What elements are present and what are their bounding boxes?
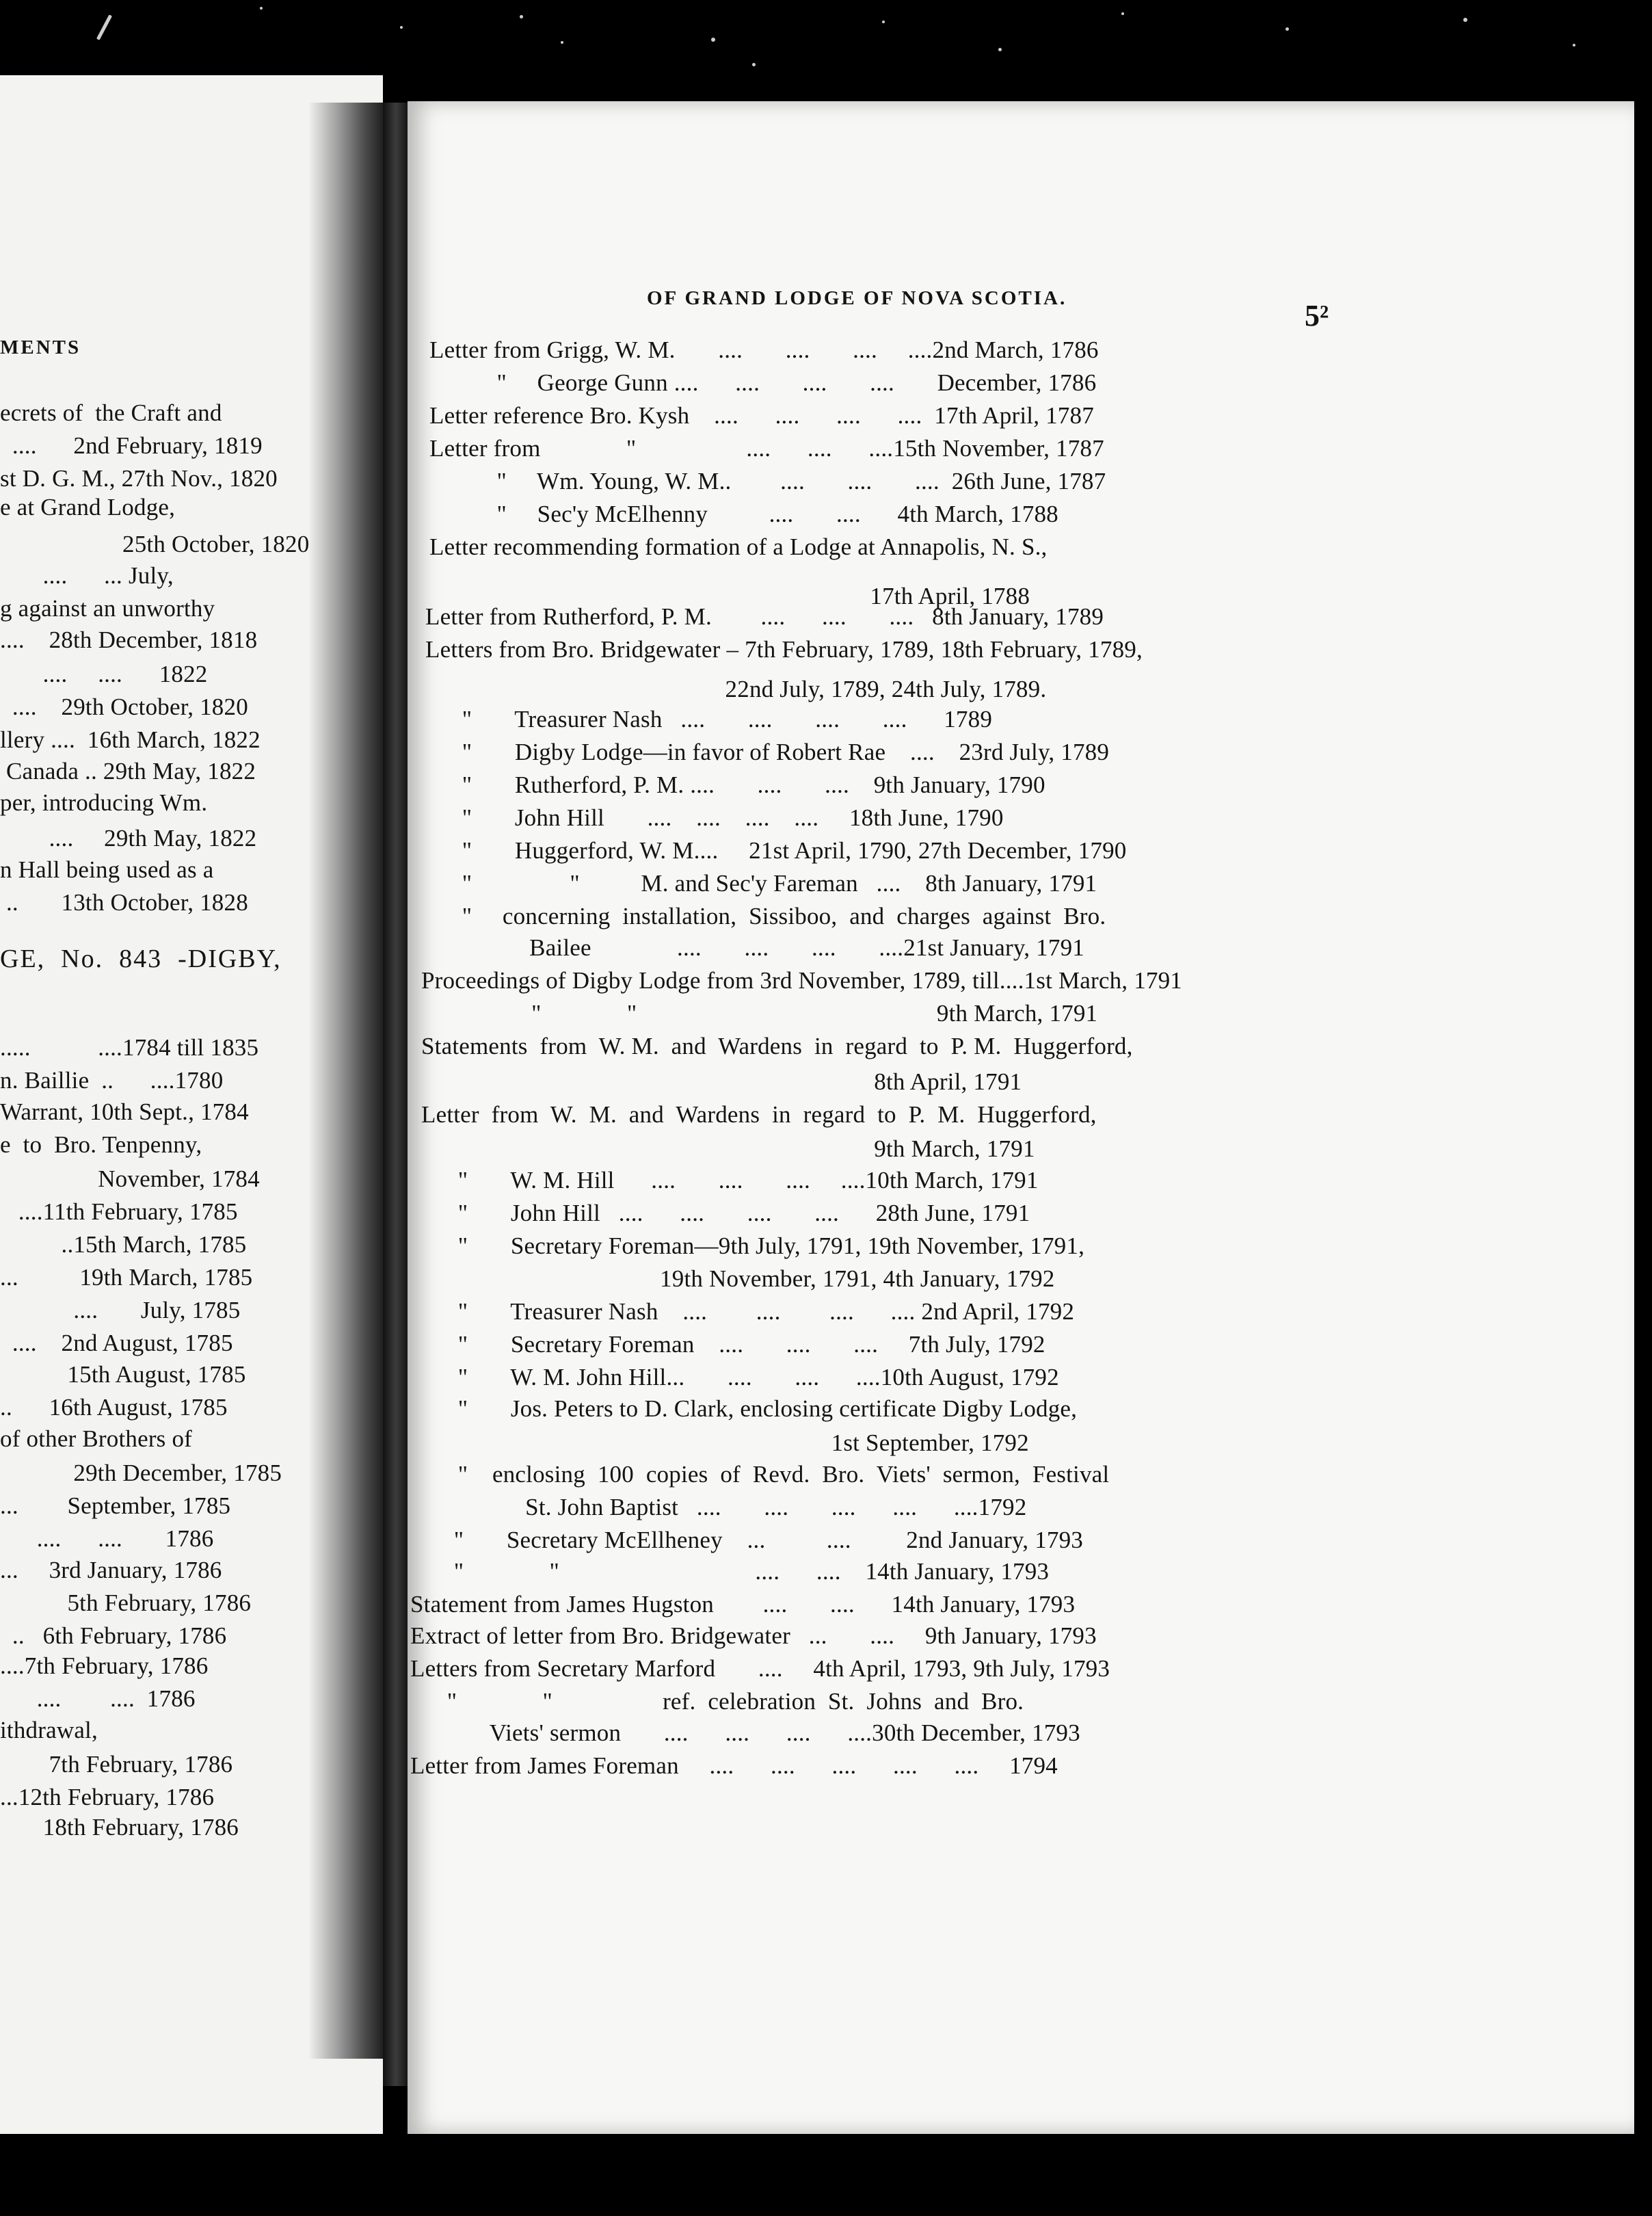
left-line: Canada .. 29th May, 1822 — [0, 758, 256, 784]
entry-line: Bailee .... .... .... ....21st January, 1791 — [425, 934, 1084, 961]
dust-speck — [400, 26, 403, 29]
entry-line: 17th April, 1788 — [429, 583, 1030, 609]
entry-line: " Jos. Peters to D. Clark, enclosing certificate Digby Lodge, — [421, 1395, 1078, 1422]
entry-line: Viets' sermon .... .... .... ....30th December, 1793 — [410, 1719, 1080, 1746]
entry-line: " Secretary McEllheney ... .... 2nd January, 1793 — [417, 1527, 1084, 1553]
left-line: .... 29th May, 1822 — [0, 825, 257, 852]
left-line: per, introducing Wm. — [0, 789, 208, 816]
entry-line: 19th November, 1791, 4th January, 1792 — [421, 1265, 1055, 1292]
dust-speck — [1285, 27, 1289, 31]
entry-line: Letter reference Bro. Kysh .... .... .... .... 17th April, 1787 — [429, 402, 1094, 429]
entry-line: " George Gunn .... .... .... .... December, 1786 — [429, 369, 1097, 396]
left-line: llery .... 16th March, 1822 — [0, 726, 261, 753]
entry-line: " Huggerford, W. M.... 21st April, 1790, 27th December, 1790 — [425, 837, 1127, 864]
dust-speck — [260, 7, 263, 10]
left-line: .... .... 1822 — [0, 661, 208, 687]
left-line: ..... ....1784 till 1835 — [0, 1034, 259, 1061]
left-line: November, 1784 — [0, 1165, 260, 1192]
left-line: .... .... 1786 — [0, 1525, 214, 1552]
running-head: OF GRAND LODGE OF NOVA SCOTIA. — [647, 287, 1067, 309]
entry-line: Proceedings of Digby Lodge from 3rd November, 1789, till....1st March, 1791 — [421, 967, 1182, 994]
left-line: .... July, 1785 — [0, 1297, 241, 1323]
entry-line: " W. M. Hill .... .... .... ....10th March, 1791 — [421, 1167, 1039, 1193]
left-gutter-shadow — [309, 103, 384, 2059]
entry-line: St. John Baptist .... .... .... .... ....1792 — [421, 1494, 1027, 1520]
left-line: .... 2nd August, 1785 — [0, 1330, 233, 1356]
left-line: ....7th February, 1786 — [0, 1652, 209, 1679]
left-line: .... 2nd February, 1819 — [0, 432, 263, 459]
entry-line: Letter from Rutherford, P. M. .... .... .... 8th January, 1789 — [425, 603, 1104, 630]
entry-line: 22nd July, 1789, 24th July, 1789. — [425, 676, 1047, 702]
entry-line: " Treasurer Nash .... .... .... .... 1789 — [425, 706, 993, 733]
left-line: 29th December, 1785 — [0, 1460, 282, 1486]
entry-line: " Treasurer Nash .... .... .... .... 2nd April, 1792 — [421, 1298, 1075, 1325]
left-line: 15th August, 1785 — [0, 1361, 246, 1388]
entry-line: 9th March, 1791 — [421, 1135, 1035, 1162]
entry-line: " W. M. John Hill... .... .... ....10th August, 1792 — [421, 1364, 1059, 1390]
left-line: ithdrawal, — [0, 1717, 98, 1743]
dust-speck — [998, 48, 1002, 51]
page-number: 5² — [1305, 299, 1329, 332]
entry-line: Letter from Grigg, W. M. .... .... .... ....2nd March, 1786 — [429, 337, 1099, 363]
left-line: ....11th February, 1785 — [0, 1198, 238, 1225]
dust-speck — [96, 14, 112, 40]
entry-line: " Wm. Young, W. M.. .... .... .... 26th June, 1787 — [429, 468, 1106, 494]
entry-line: " " 9th March, 1791 — [421, 1000, 1098, 1027]
book-spine — [383, 103, 409, 2086]
entry-line: " " ref. celebration St. Johns and Bro. — [410, 1688, 1024, 1715]
entry-line: Letters from Secretary Marford .... 4th April, 1793, 9th July, 1793 — [410, 1655, 1110, 1682]
dust-speck — [1463, 18, 1467, 22]
entry-line: " Secretary Foreman—9th July, 1791, 19th November, 1791, — [421, 1232, 1085, 1259]
entry-line: " Rutherford, P. M. .... .... .... 9th January, 1790 — [425, 771, 1045, 798]
left-line: .. 13th October, 1828 — [0, 889, 248, 916]
left-line: of other Brothers of — [0, 1425, 193, 1452]
left-line: .... .... 1786 — [0, 1685, 196, 1712]
entry-line: Statements from W. M. and Wardens in regard to P. M. Huggerford, — [421, 1033, 1133, 1059]
left-line: e to Bro. Tenpenny, — [0, 1131, 202, 1158]
entry-line: Letter from James Foreman .... .... .... .... .... 1794 — [410, 1752, 1058, 1779]
entry-line: " Digby Lodge—in favor of Robert Rae .... 23rd July, 1789 — [425, 739, 1110, 765]
entry-line: " enclosing 100 copies of Revd. Bro. Viets' sermon, Festival — [421, 1461, 1110, 1488]
entry-line: Letter recommending formation of a Lodge at Annapolis, N. S., — [429, 533, 1048, 560]
entry-line: " Sec'y McElhenny .... .... 4th March, 1788 — [429, 501, 1058, 527]
left-line: Warrant, 10th Sept., 1784 — [0, 1098, 249, 1125]
dust-speck — [882, 21, 885, 23]
left-running-head: MENTS — [0, 337, 81, 358]
left-line: ..15th March, 1785 — [0, 1231, 247, 1258]
left-line: ...12th February, 1786 — [0, 1784, 215, 1810]
left-line: .... ... July, — [0, 562, 174, 589]
entry-line: Extract of letter from Bro. Bridgewater ... .... 9th January, 1793 — [410, 1622, 1097, 1649]
entry-line: " John Hill .... .... .... .... 18th June, 1790 — [425, 804, 1004, 831]
left-line: .. 6th February, 1786 — [0, 1622, 227, 1649]
dust-speck — [520, 15, 523, 18]
left-line: n Hall being used as a — [0, 856, 214, 883]
left-line: n. Baillie .. ....1780 — [0, 1067, 224, 1094]
entry-line: " John Hill .... .... .... .... 28th June, 1791 — [421, 1200, 1030, 1226]
left-line: ... 3rd January, 1786 — [0, 1557, 222, 1583]
left-line: .... 28th December, 1818 — [0, 626, 258, 653]
entry-line: " concerning installation, Sissiboo, and charges against Bro. — [425, 903, 1106, 929]
entry-line: 1st September, 1792 — [421, 1429, 1029, 1456]
entry-line: 8th April, 1791 — [421, 1068, 1022, 1095]
entry-line: Statement from James Hugston .... .... 14th January, 1793 — [410, 1591, 1076, 1618]
left-line: 25th October, 1820 — [0, 531, 310, 557]
dust-speck — [752, 63, 756, 66]
entry-line: Letters from Bro. Bridgewater – 7th February, 1789, 18th February, 1789, — [425, 636, 1143, 663]
left-line: ... 19th March, 1785 — [0, 1264, 253, 1291]
entry-line: " " .... .... 14th January, 1793 — [417, 1558, 1050, 1585]
left-line: g against an unworthy — [0, 595, 215, 622]
left-line: ecrets of the Craft and — [0, 399, 222, 426]
entry-line: Letter from " .... .... ....15th November, 1787 — [429, 435, 1104, 462]
left-line: ... September, 1785 — [0, 1492, 231, 1519]
left-line: 7th February, 1786 — [0, 1751, 233, 1778]
dust-speck — [1121, 12, 1124, 15]
entry-line: Letter from W. M. and Wardens in regard to P. M. Huggerford, — [421, 1101, 1097, 1128]
entry-line: " Secretary Foreman .... .... .... 7th July, 1792 — [421, 1331, 1045, 1358]
left-line: st D. G. M., 27th Nov., 1820 — [0, 465, 278, 492]
dust-speck — [1573, 44, 1575, 47]
dust-speck — [711, 38, 715, 42]
left-line: .... 29th October, 1820 — [0, 694, 248, 720]
left-line: e at Grand Lodge, — [0, 494, 176, 520]
left-lodge-heading: GE, No. 843 -DIGBY, — [0, 945, 282, 973]
entry-line: " " M. and Sec'y Fareman .... 8th January, 1791 — [425, 870, 1097, 897]
left-line: 5th February, 1786 — [0, 1590, 252, 1616]
left-line: 18th February, 1786 — [0, 1814, 239, 1841]
dust-speck — [561, 41, 563, 44]
left-line: .. 16th August, 1785 — [0, 1394, 228, 1421]
